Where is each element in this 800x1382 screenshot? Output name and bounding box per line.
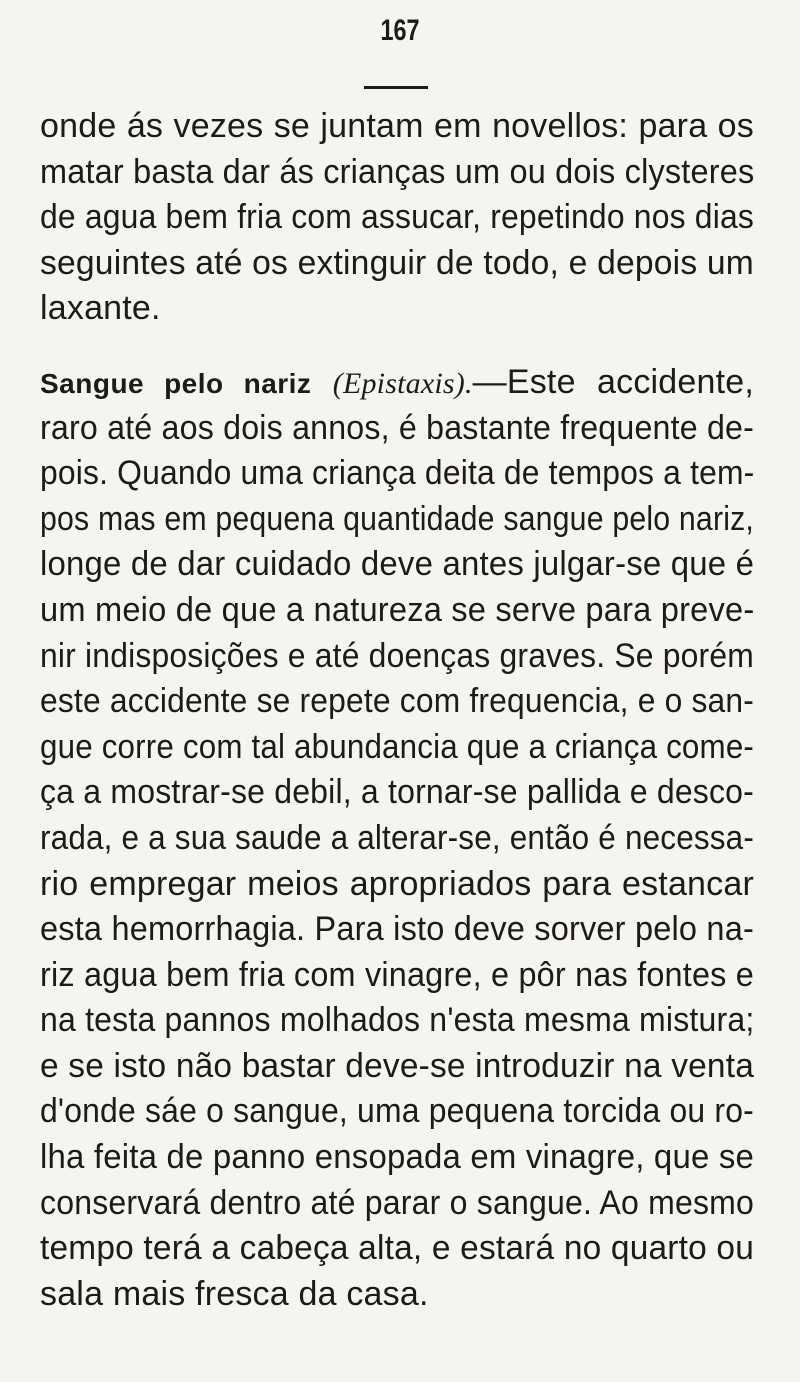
section-heading-line [40,360,754,406]
section-heading-latin: (Epistaxis). [332,366,473,400]
section-heading: Sangue pelo nariz [40,367,312,399]
text-line: matar basta dar ás crianças um ou dois clysteres [40,152,755,191]
text-line: pois. Quando uma criança deita de tempos a tem- [40,454,755,493]
text-line: e se isto não bastar deve-se introduzir na venta [40,1046,755,1085]
text-line: seguintes até os extinguir de todo, e depois um [40,243,754,282]
body-text [40,104,754,1317]
text-line: sala mais fresca da casa. [40,1274,429,1313]
text-line: conservará dentro até parar o sangue. Ao mesmo [40,1183,755,1222]
text-line: este accidente se repete com frequencia, e o san- [40,682,755,721]
text-line: rada, e a sua saude a alterar-se, então é necessa- [40,818,755,857]
text-line: riz agua bem fria com vinagre, e pôr nas fontes e [40,955,755,994]
header-rule [364,86,428,89]
text-line: longe de dar cuidado deve antes julgar-se que é [40,545,755,584]
text-line: ça a mostrar-se debil, a tornar-se pallida e desco- [40,773,754,812]
text-line: laxante. [40,289,161,328]
text-line: raro até aos dois annos, é bastante frequente de- [40,408,755,447]
paragraph-1 [40,104,754,332]
text-line: tempo terá a cabeça alta, e estará no quarto ou [40,1229,755,1268]
text-line: gue corre com tal abundancia que a criança come- [40,727,755,766]
section-heading-rest: —Este accidente, [472,362,754,401]
text-line: esta hemorrhagia. Para isto deve sorver pelo na- [40,910,754,949]
text-line: um meio de que a natureza se serve para preve- [40,590,755,629]
text-line: na testa pannos molhados n'esta mesma mistura; [40,1001,755,1040]
text-line: onde ás vezes se juntam em novellos: para os [40,107,754,145]
text-line: pos mas em pequena quantidade sangue pelo nariz, [40,499,755,538]
text-line: de agua bem fria com assucar, repetindo nos dias [40,198,754,237]
text-line: nir indisposições e até doenças graves. Se porém [40,636,754,675]
text-line: rio empregar meios apropriados para estancar [40,864,754,903]
page-number: 167 [380,14,420,47]
paragraph-2 [40,360,754,1317]
text-line: d'onde sáe o sangue, uma pequena torcida ou ro- [40,1092,754,1131]
text-line: lha feita de panno ensopada em vinagre, que se [40,1138,755,1177]
paragraph-gap [40,332,754,360]
